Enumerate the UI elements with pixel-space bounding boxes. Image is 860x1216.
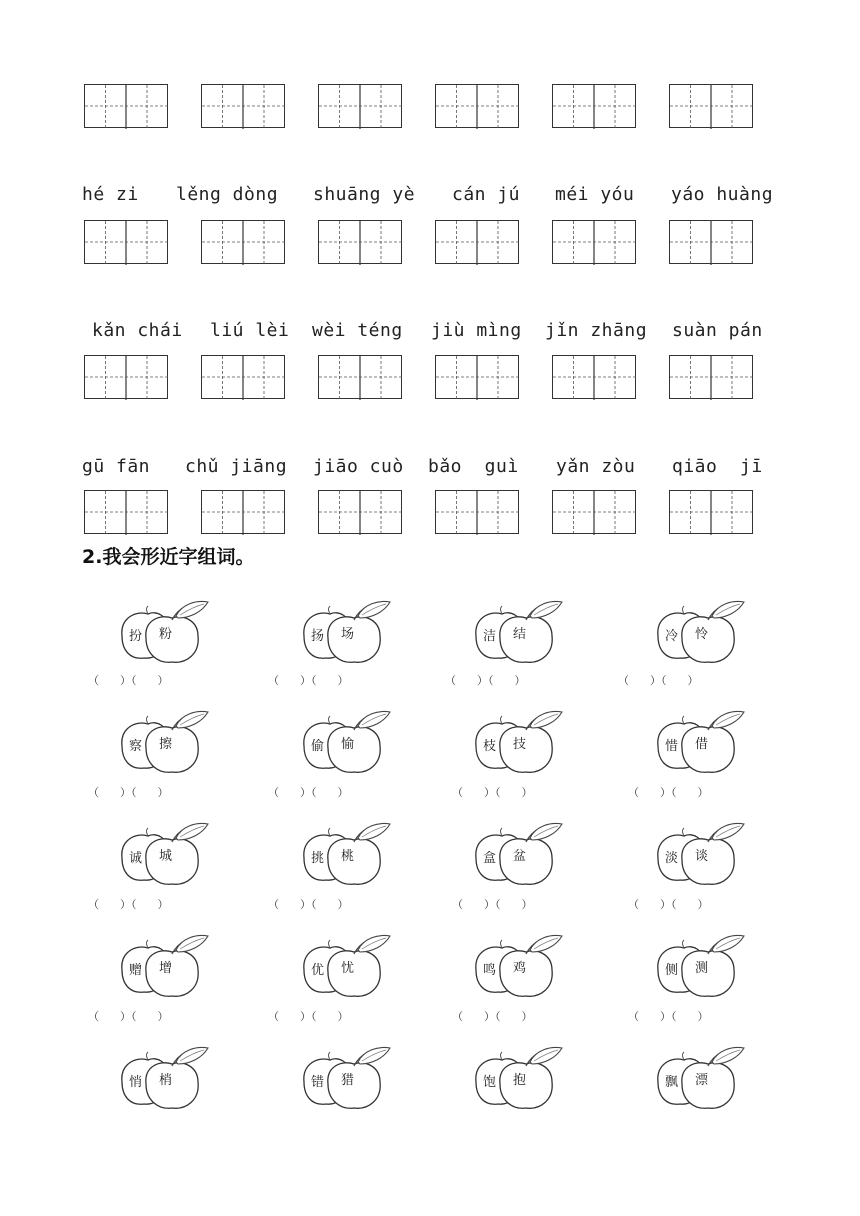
answer-blank[interactable]: （ ）（ ） (268, 1010, 349, 1023)
pinyin-word: jǐn zhāng (545, 320, 648, 341)
writing-grid[interactable] (318, 220, 402, 264)
answer-blank[interactable]: （ ）（ ） (268, 786, 349, 799)
writing-grid[interactable] (318, 355, 402, 399)
answer-blank-row (0, 672, 860, 692)
pinyin-word: yáo huàng (671, 184, 774, 205)
character-right: 漂 (695, 1073, 709, 1088)
character-left: 赠 (129, 963, 143, 978)
character-left: 盒 (483, 851, 497, 866)
answer-blank[interactable]: （ ）（ ） (452, 1010, 533, 1023)
pinyin-word: méi yóu (555, 184, 635, 205)
pinyin-word: suàn pán (672, 320, 763, 341)
character-pair-apple (470, 1044, 570, 1114)
answer-blank[interactable]: （ ）（ ） (268, 674, 349, 687)
character-pair-apple (470, 708, 570, 778)
writing-grid[interactable] (201, 84, 285, 128)
character-right: 增 (159, 961, 173, 976)
character-left: 侧 (665, 963, 679, 978)
character-left: 诚 (129, 851, 143, 866)
character-pair-apple (652, 708, 752, 778)
character-pair-apple (652, 598, 752, 668)
writing-grid[interactable] (84, 220, 168, 264)
writing-grid[interactable] (84, 355, 168, 399)
character-right: 猎 (341, 1073, 355, 1088)
pinyin-word: kǎn chái (92, 320, 183, 341)
character-pair-apple (652, 820, 752, 890)
answer-blank[interactable]: （ ）（ ） (268, 898, 349, 911)
character-left: 察 (129, 739, 143, 754)
writing-grid[interactable] (435, 355, 519, 399)
character-pair-apple (298, 932, 398, 1002)
answer-blank[interactable]: （ ）（ ） (452, 898, 533, 911)
character-pair-apple (470, 932, 570, 1002)
pinyin-word: cán jú (452, 184, 521, 205)
answer-blank[interactable]: （ ）（ ） (628, 898, 709, 911)
character-right: 借 (695, 737, 709, 752)
writing-grid[interactable] (552, 355, 636, 399)
character-right: 抱 (513, 1073, 527, 1088)
pinyin-word: jiù mìng (431, 320, 522, 341)
character-pair-apple (652, 932, 752, 1002)
character-right: 梢 (159, 1073, 173, 1088)
pinyin-word: jiāo cuò (313, 456, 404, 477)
character-pair-apple (470, 598, 570, 668)
writing-grid[interactable] (84, 490, 168, 534)
pinyin-word: bǎo guì (428, 456, 519, 477)
writing-grid[interactable] (669, 355, 753, 399)
grid-row-1 (84, 220, 764, 266)
character-left: 扮 (129, 629, 143, 644)
answer-blank[interactable]: （ ）（ ） (628, 1010, 709, 1023)
answer-blank[interactable]: （ ）（ ） (628, 786, 709, 799)
character-pair-apple (116, 820, 216, 890)
character-left: 飘 (665, 1075, 679, 1090)
character-left: 偷 (311, 739, 325, 754)
grid-row-2 (84, 355, 764, 401)
answer-blank-row (0, 1008, 860, 1028)
character-pair-apple (116, 932, 216, 1002)
pinyin-word: lěng dòng (176, 184, 279, 205)
character-left: 错 (311, 1075, 325, 1090)
character-left: 洁 (483, 629, 497, 644)
character-right: 鸡 (513, 961, 527, 976)
character-right: 忧 (341, 961, 355, 976)
character-pair-apple (298, 820, 398, 890)
character-pair-apple (298, 708, 398, 778)
writing-grid[interactable] (435, 490, 519, 534)
character-right: 谈 (695, 849, 709, 864)
character-left: 优 (311, 963, 325, 978)
answer-blank[interactable]: （ ）（ ） (88, 898, 169, 911)
answer-blank[interactable]: （ ）（ ） (88, 674, 169, 687)
character-right: 擦 (159, 737, 173, 752)
writing-grid[interactable] (318, 84, 402, 128)
character-left: 悄 (129, 1075, 143, 1090)
writing-grid[interactable] (84, 84, 168, 128)
character-right: 测 (695, 961, 709, 976)
character-pair-apple (116, 708, 216, 778)
character-right: 城 (159, 849, 173, 864)
writing-grid[interactable] (435, 84, 519, 128)
writing-grid[interactable] (318, 490, 402, 534)
pinyin-word: qiāo jī (672, 456, 763, 477)
grid-row-0 (84, 84, 764, 130)
answer-blank[interactable]: （ ）（ ） (445, 674, 526, 687)
answer-blank[interactable]: （ ）（ ） (452, 786, 533, 799)
character-pair-apple (470, 820, 570, 890)
writing-grid[interactable] (552, 220, 636, 264)
character-left: 淡 (665, 851, 679, 866)
answer-blank[interactable]: （ ）（ ） (618, 674, 699, 687)
character-right: 结 (513, 627, 527, 642)
character-pair-apple (298, 598, 398, 668)
answer-blank-row (0, 896, 860, 916)
character-right: 怜 (695, 627, 709, 642)
pinyin-word: liú lèi (210, 320, 290, 341)
character-right: 场 (341, 627, 355, 642)
character-right: 盆 (513, 849, 527, 864)
pinyin-word: shuāng yè (313, 184, 416, 205)
character-left: 挑 (311, 851, 325, 866)
answer-blank-row (0, 784, 860, 804)
pinyin-row-1 (82, 184, 782, 212)
writing-grid[interactable] (669, 84, 753, 128)
writing-grid[interactable] (552, 84, 636, 128)
character-left: 枝 (483, 739, 497, 754)
writing-grid[interactable] (669, 220, 753, 264)
character-pair-apple (652, 1044, 752, 1114)
character-right: 愉 (341, 737, 355, 752)
character-left: 鸣 (483, 963, 497, 978)
character-left: 饱 (483, 1075, 497, 1090)
writing-grid[interactable] (669, 490, 753, 534)
writing-grid[interactable] (552, 490, 636, 534)
pinyin-row-3 (82, 456, 782, 484)
character-pair-apple (116, 1044, 216, 1114)
grid-row-3 (84, 490, 764, 536)
pinyin-word: chǔ jiāng (185, 456, 288, 477)
character-right: 技 (513, 737, 527, 752)
character-left: 冷 (665, 629, 679, 644)
pinyin-word: hé zi (82, 184, 139, 205)
answer-blank[interactable]: （ ）（ ） (88, 1010, 169, 1023)
pinyin-row-2 (82, 320, 782, 348)
pinyin-word: gū fān (82, 456, 151, 477)
section-2-title: 2.我会形近字组词。 (82, 546, 255, 568)
character-right: 桃 (341, 849, 355, 864)
pinyin-word: wèi téng (312, 320, 403, 341)
character-left: 惜 (665, 739, 679, 754)
writing-grid[interactable] (435, 220, 519, 264)
character-left: 扬 (311, 629, 325, 644)
writing-grid[interactable] (201, 490, 285, 534)
answer-blank[interactable]: （ ）（ ） (88, 786, 169, 799)
pinyin-word: yǎn zòu (556, 456, 636, 477)
character-right: 粉 (159, 627, 173, 642)
character-pair-apple (298, 1044, 398, 1114)
writing-grid[interactable] (201, 220, 285, 264)
writing-grid[interactable] (201, 355, 285, 399)
character-pair-apple (116, 598, 216, 668)
